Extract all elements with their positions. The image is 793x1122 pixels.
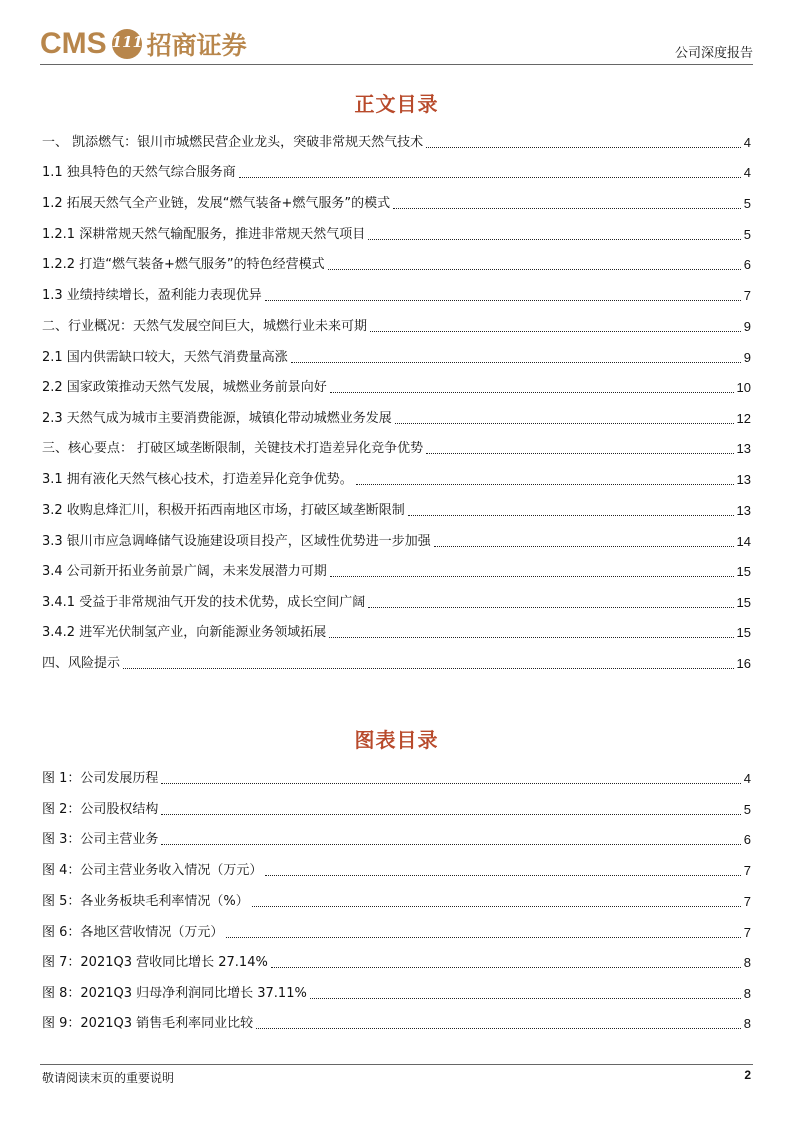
figure-entry-page: 7: [743, 863, 751, 878]
figure-leader-dots: [161, 783, 740, 784]
report-type-label: 公司深度报告: [674, 46, 753, 61]
toc-entry[interactable]: [42, 318, 751, 336]
toc-entry-page: 5: [743, 196, 751, 211]
logo-seal-text: 111: [111, 33, 143, 51]
figure-leader-dots: [226, 937, 740, 938]
page-header: [40, 22, 753, 66]
toc-entry[interactable]: [42, 502, 751, 520]
toc-entry-page: 9: [743, 350, 751, 365]
toc-entry-text: 3.4.2 进军光伏制氢产业，向新能源业务领域拓展: [42, 625, 327, 640]
toc-entry[interactable]: [42, 533, 751, 551]
toc-entry[interactable]: [42, 410, 751, 428]
toc-entry-page: 12: [736, 411, 751, 426]
toc-entry[interactable]: [42, 624, 751, 642]
figure-leader-dots: [310, 998, 741, 999]
toc-entry-page: 14: [736, 534, 751, 549]
figure-entry[interactable]: [42, 1015, 751, 1033]
figure-entry-page: 7: [743, 925, 751, 940]
figure-leader-dots: [256, 1028, 741, 1029]
toc-entry-page: 9: [743, 319, 751, 334]
toc-entry-text: 2.3 天然气成为城市主要消费能源，城镇化带动城燃业务发展: [42, 411, 392, 426]
figure-entry-page: 6: [743, 832, 751, 847]
toc-entry-page: 5: [743, 227, 751, 242]
toc-entry-page: 13: [736, 472, 751, 487]
toc-entry-text: 四、风险提示: [42, 656, 121, 671]
toc-entry-page: 10: [736, 380, 751, 395]
figure-entry-text: 图 9：2021Q3 销售毛利率同业比较: [42, 1016, 254, 1031]
toc-entry[interactable]: [42, 655, 751, 673]
toc-leader-dots: [356, 484, 734, 485]
toc-leader-dots: [434, 546, 734, 547]
figure-entry-text: 图 5：各业务板块毛利率情况（%）: [42, 894, 249, 909]
toc-entry-text: 1.2.1 深耕常规天然气输配服务，推进非常规天然气项目: [42, 227, 366, 242]
toc-leader-dots: [328, 269, 741, 270]
toc-leader-dots: [330, 392, 734, 393]
toc-leader-dots: [291, 362, 741, 363]
figure-entry[interactable]: [42, 801, 751, 819]
toc-entry-text: 2.2 国家政策推动天然气发展，城燃业务前景向好: [42, 380, 327, 395]
figure-entry[interactable]: [42, 924, 751, 942]
figure-entry[interactable]: [42, 954, 751, 972]
toc-leader-dots: [330, 576, 734, 577]
toc-leader-dots: [368, 607, 733, 608]
logo-company-name: 招商证券: [146, 31, 247, 60]
toc-entry[interactable]: [42, 471, 751, 489]
figure-entry-text: 图 2：公司股权结构: [42, 802, 159, 817]
toc-entry[interactable]: [42, 134, 751, 152]
toc-entry[interactable]: [42, 440, 751, 458]
figure-leader-dots: [161, 844, 740, 845]
logo-seal-icon: [112, 29, 142, 59]
logo-cms-text: CMS: [40, 27, 107, 60]
toc-leader-dots: [393, 208, 741, 209]
toc-entry-text: 1.3 业绩持续增长，盈利能力表现优异: [42, 288, 262, 303]
toc-entry-text: 3.4.1 受益于非常规油气开发的技术优势，成长空间广阔: [42, 595, 366, 610]
toc-entry[interactable]: [42, 379, 751, 397]
toc-entry-text: 三、核心要点： 打破区域垄断限制，关键技术打造差异化竞争优势: [42, 441, 424, 456]
toc-entry-text: 1.2 拓展天然气全产业链，发展“燃气装备+燃气服务”的模式: [42, 196, 391, 211]
toc-entry-text: 3.3 银川市应急调峰储气设施建设项目投产，区域性优势进一步加强: [42, 534, 431, 549]
toc-entry[interactable]: [42, 594, 751, 612]
figure-entry-text: 图 3：公司主营业务: [42, 832, 159, 847]
toc-entry-text: 1.2.2 打造“燃气装备+燃气服务”的特色经营模式: [42, 257, 325, 272]
figure-entry[interactable]: [42, 985, 751, 1003]
toc-leader-dots: [426, 147, 741, 148]
toc-leader-dots: [426, 453, 733, 454]
toc-entry[interactable]: [42, 195, 751, 213]
figure-entry-page: 8: [743, 955, 751, 970]
figure-entry-text: 图 8：2021Q3 归母净利润同比增长 37.11%: [42, 986, 307, 1001]
figure-leader-dots: [265, 875, 740, 876]
toc-leader-dots: [329, 637, 733, 638]
toc-leader-dots: [408, 515, 734, 516]
toc-entry[interactable]: [42, 563, 751, 581]
toc-entry-text: 3.4 公司新开拓业务前景广阔，未来发展潜力可期: [42, 564, 327, 579]
figure-entry-text: 图 7：2021Q3 营收同比增长 27.14%: [42, 955, 268, 970]
figure-leader-dots: [252, 906, 741, 907]
toc-entry-page: 4: [743, 135, 751, 150]
toc-entry-page: 4: [743, 165, 751, 180]
figure-leader-dots: [161, 814, 740, 815]
toc-entry[interactable]: [42, 349, 751, 367]
toc-leader-dots: [370, 331, 741, 332]
toc-entry-text: 3.2 收购息烽汇川，积极开拓西南地区市场，打破区域垄断限制: [42, 503, 405, 518]
toc-entry-page: 16: [736, 656, 751, 671]
toc-entry-text: 一、 凯添燃气：银川市城燃民营企业龙头，突破非常规天然气技术: [42, 135, 424, 150]
toc-entry-page: 15: [736, 625, 751, 640]
toc-title: 正文目录: [354, 92, 439, 116]
header-divider: [40, 64, 753, 65]
cms-logo: [40, 26, 247, 62]
toc-entry-page: 7: [743, 288, 751, 303]
footer-disclaimer: 敬请阅读末页的重要说明: [42, 1071, 175, 1085]
toc-entry[interactable]: [42, 256, 751, 274]
toc-leader-dots: [395, 423, 734, 424]
toc-entry-page: 13: [736, 503, 751, 518]
figure-entry-page: 8: [743, 1016, 751, 1031]
figure-entry-text: 图 4：公司主营业务收入情况（万元）: [42, 863, 263, 878]
toc-entry[interactable]: [42, 226, 751, 244]
toc-entry[interactable]: [42, 164, 751, 182]
toc-entry-page: 15: [736, 595, 751, 610]
figure-entry-text: 图 1：公司发展历程: [42, 771, 159, 786]
toc-entry-page: 13: [736, 441, 751, 456]
figure-leader-dots: [271, 967, 741, 968]
figure-entry-page: 4: [743, 771, 751, 786]
figure-entry[interactable]: [42, 831, 751, 849]
toc-leader-dots: [239, 177, 741, 178]
toc-entry-text: 二、行业概况：天然气发展空间巨大，城燃行业未来可期: [42, 319, 368, 334]
figure-entry[interactable]: [42, 893, 751, 911]
figure-entry[interactable]: [42, 862, 751, 880]
page-number: 2: [744, 1068, 751, 1082]
toc-leader-dots: [123, 668, 734, 669]
toc-entry-text: 1.1 独具特色的天然气综合服务商: [42, 165, 236, 180]
figure-entry-page: 8: [743, 986, 751, 1001]
toc-entry-page: 6: [743, 257, 751, 272]
figure-entry-page: 7: [743, 894, 751, 909]
toc-entry-text: 2.1 国内供需缺口较大，天然气消费量高涨: [42, 350, 288, 365]
figure-entry-page: 5: [743, 802, 751, 817]
footer-divider: [40, 1064, 753, 1065]
figure-entry-text: 图 6：各地区营收情况（万元）: [42, 925, 224, 940]
figure-entry[interactable]: [42, 770, 751, 788]
toc-leader-dots: [265, 300, 741, 301]
toc-entry[interactable]: [42, 287, 751, 305]
toc-entry-text: 3.1 拥有液化天然气核心技术，打造差异化竞争优势。: [42, 472, 353, 487]
figures-title: 图表目录: [354, 728, 439, 752]
toc-leader-dots: [368, 239, 741, 240]
toc-entry-page: 15: [736, 564, 751, 579]
